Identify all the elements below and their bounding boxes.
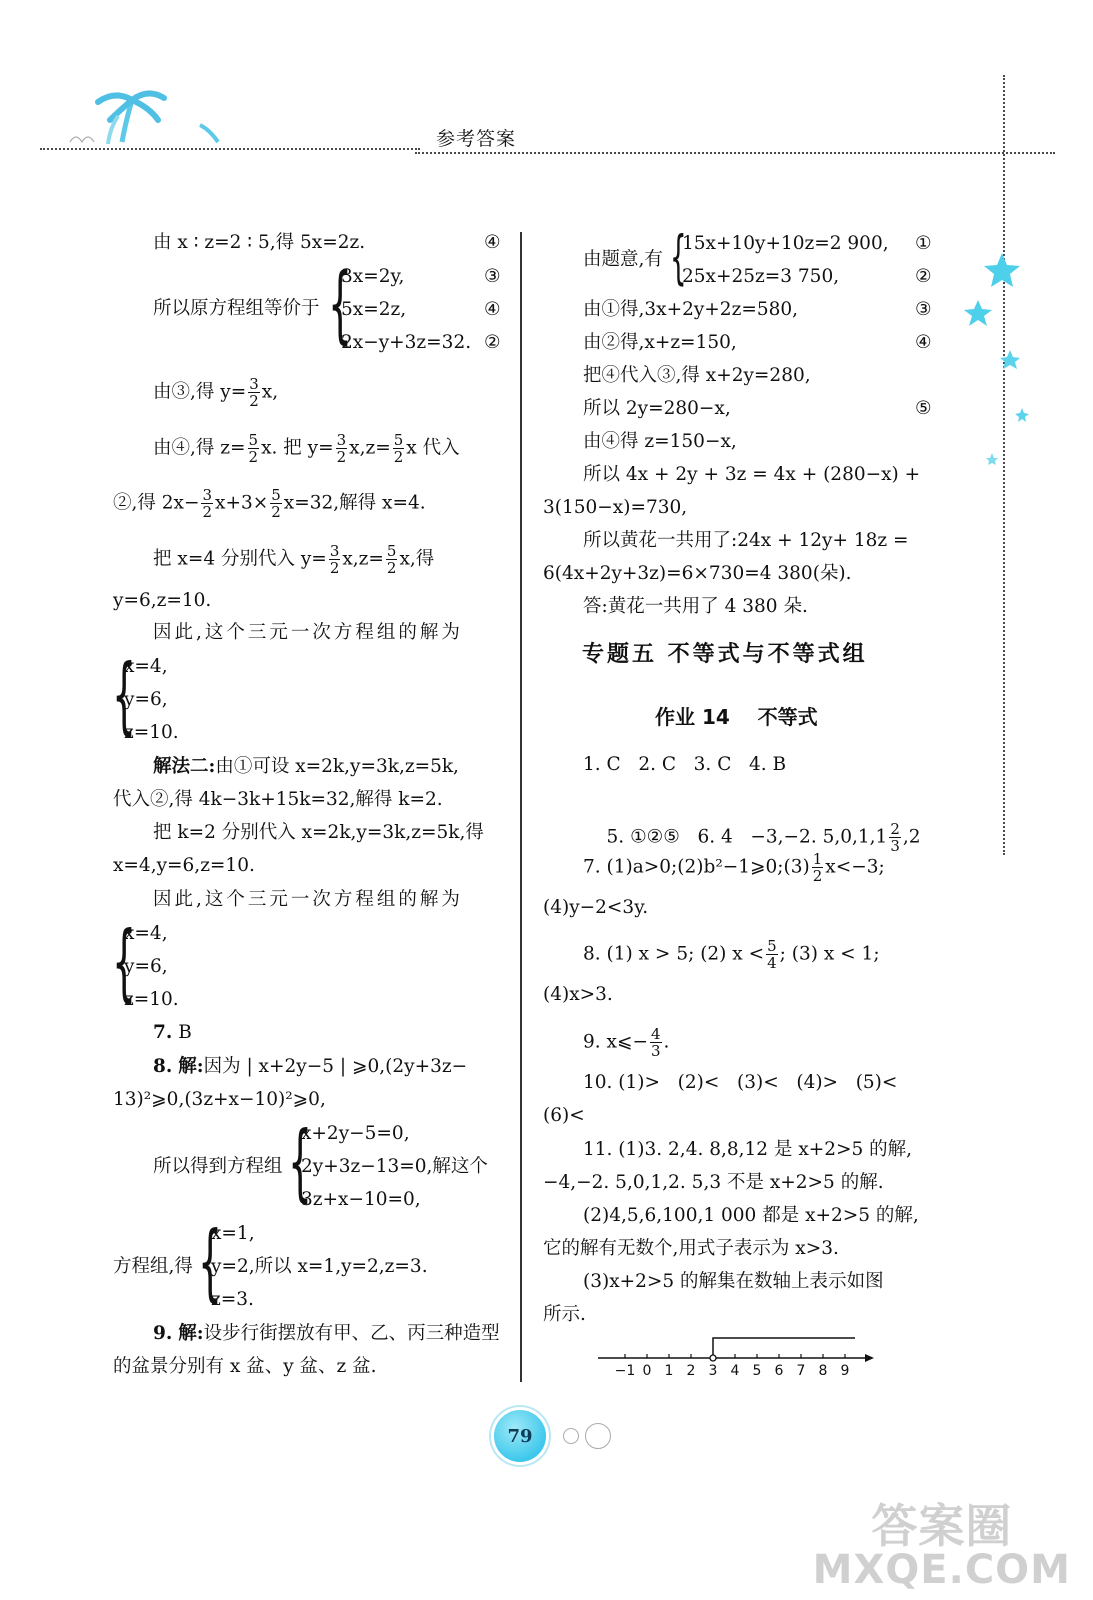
text-line: 所示. xyxy=(543,1304,586,1325)
system-line: 2y+3z−13=0,解这个 xyxy=(301,1156,488,1177)
tick-label: 0 xyxy=(642,1363,652,1379)
text-line: 把 x=4 分别代入 y= $\frac{3}{2}$ x,z= $\frac{5}{2}$ x,得 xyxy=(153,542,435,577)
text-line: 所以原方程组等价于 xyxy=(153,298,320,319)
text-line: (6)< xyxy=(543,1105,585,1126)
system-line: 5x=2z, xyxy=(341,299,407,320)
text-line: 由④得 z=150−x, xyxy=(583,431,737,452)
number-line xyxy=(590,1330,880,1380)
text-line: 3(150−x)=730, xyxy=(543,497,688,518)
brace: { xyxy=(198,1213,223,1311)
page-number-badge: 79 xyxy=(494,1410,546,1462)
text-line: 代入②,得 4k−3k+15k=32,解得 k=2. xyxy=(113,789,443,810)
equation-number: ③ xyxy=(915,299,932,320)
text-line: 的盆景分别有 x 盆、y 盆、z 盆. xyxy=(113,1356,377,1377)
solution-line: x=4, xyxy=(124,656,168,677)
text-line: 6(4x+2y+3z)=6×730=4 380(朵). xyxy=(543,563,852,584)
brace: { xyxy=(112,913,137,1011)
answer-line: 11. (1)3. 2,4. 8,8,12 是 x+2>5 的解, xyxy=(583,1139,913,1160)
answer-line: 9. 解:设步行街摆放有甲、乙、丙三种造型 xyxy=(153,1323,500,1344)
text-line: x=4,y=6,z=10. xyxy=(113,855,255,876)
system-line: y=2,所以 x=1,y=2,z=3. xyxy=(211,1256,428,1277)
equation-number: ⑤ xyxy=(915,398,932,419)
text-line: 它的解有无数个,用式子表示为 x>3. xyxy=(543,1238,839,1259)
watermark: 答案圈 MXQE.COM xyxy=(812,1499,1071,1593)
text-line: 因此,这个三元一次方程组的解为 xyxy=(153,622,463,643)
answer-line: 10. (1)> (2)< (3)< (4)> (5)< xyxy=(583,1072,898,1093)
decor-ring xyxy=(563,1428,579,1444)
equation-number: ③ xyxy=(484,266,501,287)
text-line: y=6,z=10. xyxy=(113,590,212,611)
text-line: 13)²⩾0,(3z+x−10)²⩾0, xyxy=(113,1089,326,1110)
answer-line: 9. x⩽− $\frac{4}{3}$ . xyxy=(583,1025,670,1060)
text-line: 把④代入③,得 x+2y=280, xyxy=(583,365,811,386)
text-line: 由②得,x+z=150, xyxy=(583,332,737,353)
system-line: z=3. xyxy=(211,1289,254,1310)
tick-label: −1 xyxy=(614,1363,636,1379)
system-line: 25x+25z=3 750, xyxy=(682,266,840,287)
brace: { xyxy=(328,255,353,353)
answer-line: 8. 解:因为 | x+2y−5 | ⩾0,(2y+3z− xyxy=(153,1056,468,1077)
header-line-left xyxy=(40,148,420,150)
equation-number: ① xyxy=(915,233,932,254)
text-line: 所以 2y=280−x, xyxy=(583,398,731,419)
text-line: 所以黄花一共用了:24x + 12y+ 18z = xyxy=(583,530,909,551)
system-line: 2x−y+3z=32. xyxy=(341,332,472,353)
text-line: 把 k=2 分别代入 x=2k,y=3k,z=5k,得 xyxy=(153,822,484,843)
solution-line: y=6, xyxy=(124,689,168,710)
system-line: x+2y−5=0, xyxy=(301,1123,410,1144)
tick-label: 1 xyxy=(664,1363,674,1379)
brace: { xyxy=(288,1113,313,1211)
text-line: (2)4,5,6,100,1 000 都是 x+2>5 的解, xyxy=(583,1205,919,1226)
solution-line: z=10. xyxy=(124,989,179,1010)
solution-line: y=6, xyxy=(124,956,168,977)
equation-number: ④ xyxy=(484,232,501,253)
text-line: 方程组,得 xyxy=(113,1256,193,1277)
tick-label: 6 xyxy=(774,1363,784,1379)
text-line: 答:黄花一共用了 4 380 朵. xyxy=(583,596,808,617)
column-divider xyxy=(520,232,522,1382)
text-line: −4,−2. 5,0,1,2. 5,3 不是 x+2>5 的解. xyxy=(543,1172,884,1193)
text-line: 因此,这个三元一次方程组的解为 xyxy=(153,889,463,910)
tick-label: 2 xyxy=(686,1363,696,1379)
text-line: 由④,得 z= $\frac{5}{2}$ x. 把 y= $\frac{3}{2}$ x,z= $\frac{5}{2}$ x 代入 xyxy=(153,431,460,466)
text-line: 由①得,3x+2y+2z=580, xyxy=(583,299,799,320)
equation-number: ② xyxy=(484,332,501,353)
text-line: ②,得 2x− $\frac{3}{2}$ x+3× $\frac{5}{2}$ x=32,解得 x=4. xyxy=(113,486,426,521)
decor-ring xyxy=(585,1423,611,1449)
brace: { xyxy=(670,223,687,291)
system-line: 3x=2y, xyxy=(341,266,405,287)
stars-decoration xyxy=(960,248,1030,478)
text-line: 解法二:由①可设 x=2k,y=3k,z=5k, xyxy=(153,756,459,777)
homework-heading: 作业 14 不等式 xyxy=(655,705,818,729)
open-circle xyxy=(710,1355,716,1361)
text-line: 由③,得 y= $\frac{3}{2}$ x, xyxy=(153,375,279,410)
answer-line: 1. C 2. C 3. C 4. B xyxy=(583,754,787,775)
tick-label: 7 xyxy=(796,1363,806,1379)
tick-label: 4 xyxy=(730,1363,740,1379)
text-line: (3)x+2>5 的解集在数轴上表示如图 xyxy=(583,1271,884,1292)
page-header-title: 参考答案 xyxy=(436,128,517,150)
arrow-head-icon xyxy=(865,1354,874,1362)
answer-line: 5. ①②⑤ 6. 4 −3,−2. 5,0,1,1 $\frac{2}{3}$ ,2 xyxy=(606,820,921,855)
tick-label: 3 xyxy=(708,1363,718,1379)
text-line: 所以 4x + 2y + 3z = 4x + (280−x) + xyxy=(583,464,921,485)
solution-line: z=10. xyxy=(124,722,179,743)
answer-line: 7. B xyxy=(153,1022,192,1043)
text-line: (4)x>3. xyxy=(543,984,613,1005)
equation-number: ② xyxy=(915,266,932,287)
brace: { xyxy=(112,646,137,744)
tick-label: 5 xyxy=(752,1363,762,1379)
system-line: x=1, xyxy=(211,1223,255,1244)
solution-ray xyxy=(713,1338,855,1358)
solution-line: x=4, xyxy=(124,923,168,944)
text-line: 所以得到方程组 xyxy=(153,1156,283,1177)
equation-number: ④ xyxy=(915,332,932,353)
tick-label: 9 xyxy=(840,1363,850,1379)
section-heading: 专题五 不等式与不等式组 xyxy=(582,642,868,667)
tick-label: 8 xyxy=(818,1363,828,1379)
system-line: 3z+x−10=0, xyxy=(301,1189,421,1210)
system-line: 15x+10y+10z=2 900, xyxy=(682,233,889,254)
text-line: 由题意,有 xyxy=(583,249,663,270)
equation-number: ④ xyxy=(484,299,501,320)
answer-line: 8. (1) x > 5; (2) x < $\frac{5}{4}$ ; (3) x < 1; xyxy=(583,937,880,972)
answer-line: 7. (1)a>0;(2)b²−1⩾0;(3) $\frac{1}{2}$ x<−3; xyxy=(583,850,885,885)
header-line-right xyxy=(415,152,1055,154)
text-line: 由 x ∶ z=2 ∶ 5,得 5x=2z. xyxy=(153,232,366,253)
text-line: (4)y−2<3y. xyxy=(543,897,649,918)
